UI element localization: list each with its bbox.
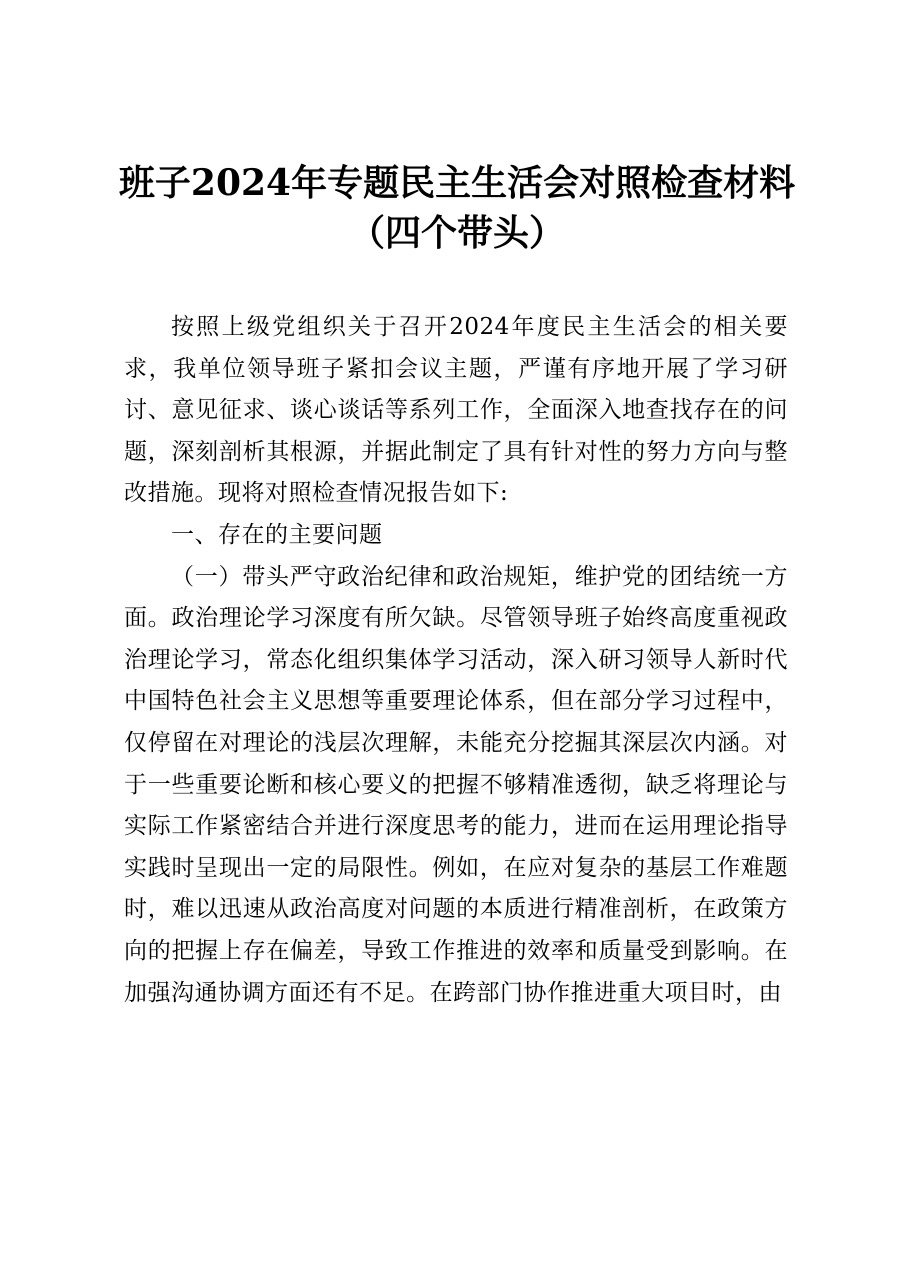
intro-paragraph: 按照上级党组织关于召开2024年度民主生活会的相关要求，我单位领导班子紧扣会议主题，严谨有序地开展了学习研讨、意见征求、谈心谈话等系列工作，全面深入地查找存在的问题，深刻剖析其根源，并据此制定了具有针对性的努力方向与整改措施。现将对照检查情况报告如下: bbox=[124, 314, 788, 507]
section-heading: 一、存在的主要问题 bbox=[171, 521, 383, 548]
subsection-paragraph: （一）带头严守政治纪律和政治规矩，维护党的团结统一方面。政治理论学习深度有所欠缺。尽管领导班子始终高度重视政治理论学习，常态化组织集体学习活动，深入研习领导人新时代中国特色社会主义思想等重要理论体系，但在部分学习过程中，仅停留在对理论的浅层次理解，未能充分挖掘其深层次内涵。对于一些重要论断和核心要义的把握不够精准透彻，缺乏将理论与实际工作紧密结合并进行深度思考的能力，进而在运用理论指导实践时呈现出一定的局限性。例如，在应对复杂的基层工作难题时，难以迅速从政治高度对问题的本质进行精准剖析，在政策方向的把握上存在偏差，导致工作推进的效率和质量受到影响。在加强沟通协调方面还有不足。在跨部门协作推进重大项目时，由 bbox=[124, 563, 788, 1006]
document-body bbox=[124, 307, 788, 1014]
document-title: 班子2024年专题民主生活会对照检查材料（四个带头） bbox=[118, 162, 796, 254]
